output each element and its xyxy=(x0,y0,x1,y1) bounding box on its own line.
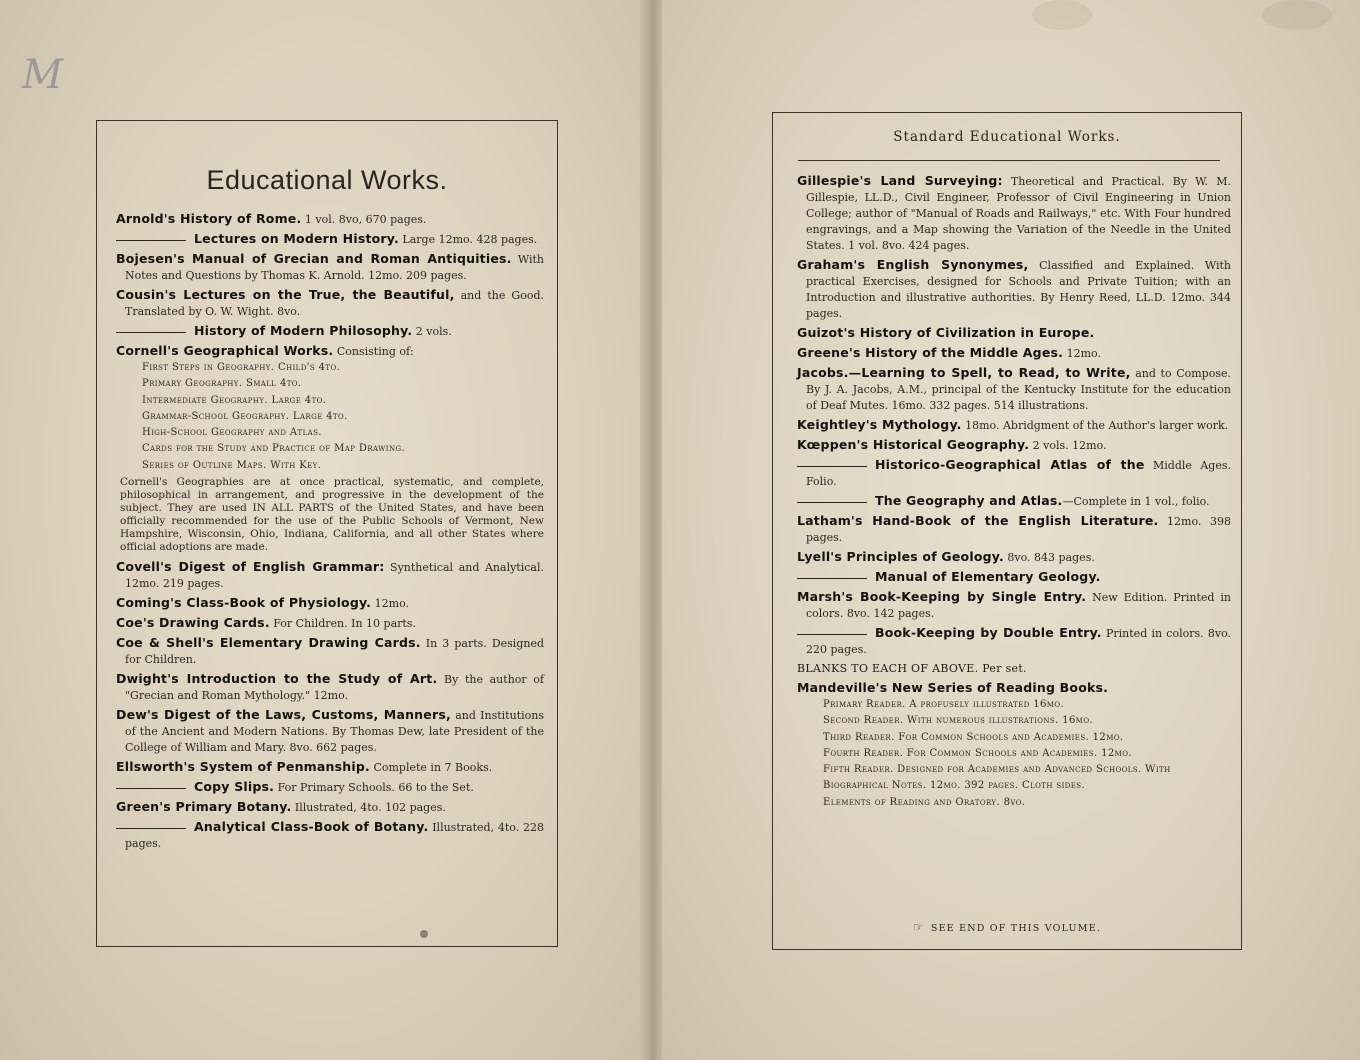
sub-item: First Steps in Geography. Child's 4to. xyxy=(142,362,341,373)
list-item: Analytical Class-Book of Botany. Illustrated, 4to. 228 pages. xyxy=(116,819,544,852)
list-item: Covell's Digest of English Grammar: Synthetical and Analytical. 12mo. 219 pages. xyxy=(116,559,544,591)
list-item: Copy Slips. For Primary Schools. 66 to the Set. xyxy=(116,779,544,796)
list-item: Latham's Hand-Book of the English Literature. 12mo. 398 pages. xyxy=(797,513,1231,544)
pencil-mark: M xyxy=(22,52,63,98)
cornell-note: Cornell's Geographies are at once practical, systematic, and complete, philosophical in arrangement, and progressive in the development of the subject. They are used IN ALL PARTS of the United States, and have been officially recommended for the use of the Public Schools of Vermont, New Hampshire, Wisconsin, Ohio, Indiana, California, and all other States where official adoptions are made. xyxy=(120,476,544,554)
sub-item: Third Reader. For Common Schools and Academies. 12mo. xyxy=(823,731,1124,743)
list-item: Graham's English Synonymes, Classified and Explained. With practical Exercises, designed for Schools and Private Tuition; with an Introduction and illustrative authorities. By Henry Reed, LL.D. 12mo. 344 pages. xyxy=(797,257,1232,320)
right-page-title: Standard Educational Works. xyxy=(893,129,1121,145)
list-item: Dwight's Introduction to the Study of Art. By the author of "Grecian and Roman Mythology." 12mo. xyxy=(116,671,544,703)
list-item: Coe's Drawing Cards. For Children. In 10 parts. xyxy=(116,615,416,631)
sub-item: Primary Geography. Small 4to. xyxy=(142,378,302,390)
list-item: Ellsworth's System of Penmanship. Complete in 7 Books. xyxy=(116,759,493,775)
list-item: Mandeville's New Series of Reading Books. xyxy=(797,680,1109,695)
list-item: The Geography and Atlas.—Complete in 1 vol., folio. xyxy=(797,493,1231,510)
footer-note: ☞ SEE END OF THIS VOLUME. xyxy=(912,920,1102,934)
list-item: Lyell's Principles of Geology. 8vo. 843 pages. xyxy=(797,549,1095,564)
list-item: Keightley's Mythology. 18mo. Abridgment of the Author's larger work. xyxy=(797,417,1229,432)
list-item: History of Modern Philosophy. 2 vols. xyxy=(116,323,544,340)
sub-item: Intermediate Geography. Large 4to. xyxy=(142,394,327,406)
sub-item: Elements of Reading and Oratory. 8vo. xyxy=(823,796,1026,808)
list-item: Historico-Geographical Atlas of the Middle Ages. Folio. xyxy=(797,457,1231,490)
list-item: Guizot's History of Civilization in Europe. xyxy=(797,325,1095,340)
blanks-line: BLANKS TO EACH OF ABOVE. Per set. xyxy=(797,662,1027,675)
list-item: Lectures on Modern History. Large 12mo. 428 pages. xyxy=(116,231,544,248)
list-item: Cousin's Lectures on the True, the Beautiful, and the Good. Translated by O. W. Wight. 8vo. xyxy=(116,287,544,318)
list-item: Dew's Digest of the Laws, Customs, Manners, and Institutions of the Ancient and Modern Nations. By Thomas Dew, late President of the College of William and Mary. 8vo. 662 pages. xyxy=(116,707,544,755)
list-item: Jacobs.—Learning to Spell, to Read, to Write, and to Compose. By J. A. Jacobs, A.M., principal of the Kentucky Institute for the education of Deaf Mutes. 16mo. 332 pages. 514 illustrations. xyxy=(797,365,1231,412)
list-item: Manual of Elementary Geology. xyxy=(797,569,1231,586)
title-rule xyxy=(798,160,1220,161)
list-item: Green's Primary Botany. Illustrated, 4to. 102 pages. xyxy=(116,799,446,815)
sub-item: Cards for the Study and Practice of Map Drawing. xyxy=(142,443,406,455)
pointing-hand-icon: ☞ xyxy=(912,920,925,934)
sub-item: Series of Outline Maps. With Key. xyxy=(142,459,322,471)
sub-item: Fifth Reader. Designed for Academies and Advanced Schools. With Biographical Notes. 12mo. 392 pages. Cloth sides. xyxy=(823,764,1171,792)
reader-sublist xyxy=(797,697,1231,811)
left-entry-list xyxy=(116,211,544,855)
list-item: Bojesen's Manual of Grecian and Roman Antiquities. With Notes and Questions by Thomas K. Arnold. 12mo. 209 pages. xyxy=(116,251,544,282)
list-item: Greene's History of the Middle Ages. 12mo. xyxy=(797,345,1101,360)
list-item: Arnold's History of Rome. 1 vol. 8vo, 670 pages. xyxy=(116,211,427,226)
list-item: Cornell's Geographical Works. Consisting of: xyxy=(116,343,414,358)
sub-item: Primary Reader. A profusely illustrated 16mo. xyxy=(823,699,1065,710)
right-entry-list xyxy=(797,173,1231,811)
list-item: Coe & Shell's Elementary Drawing Cards. In 3 parts. Designed for Children. xyxy=(116,635,544,667)
list-item: Kœppen's Historical Geography. 2 vols. 12mo. xyxy=(797,437,1107,452)
list-item: Gillespie's Land Surveying: Theoretical and Practical. By W. M. Gillespie, LL.D., Civil Engineer, Professor of Civil Engineering in Union College; author of "Manual of Roads and Railways," etc. With Four hundred engravings, and a Map showing the Variation of the Needle in the United States. 1 vol. 8vo. 424 pages. xyxy=(797,173,1231,252)
left-page-title: Educational Works. xyxy=(206,165,448,195)
sub-item: Fourth Reader. For Common Schools and Academies. 12mo. xyxy=(823,747,1132,759)
cornell-sublist xyxy=(116,360,544,474)
list-item: Marsh's Book-Keeping by Single Entry. New Edition. Printed in colors. 8vo. 142 pages. xyxy=(797,589,1231,620)
list-item: Coming's Class-Book of Physiology. 12mo. xyxy=(116,595,409,611)
sub-item: Second Reader. With numerous illustrations. 16mo. xyxy=(823,715,1094,727)
list-item: Book-Keeping by Double Entry. Printed in colors. 8vo. 220 pages. xyxy=(797,625,1231,658)
sub-item: High-School Geography and Atlas. xyxy=(142,427,322,439)
sub-item: Grammar-School Geography. Large 4to. xyxy=(142,410,348,422)
